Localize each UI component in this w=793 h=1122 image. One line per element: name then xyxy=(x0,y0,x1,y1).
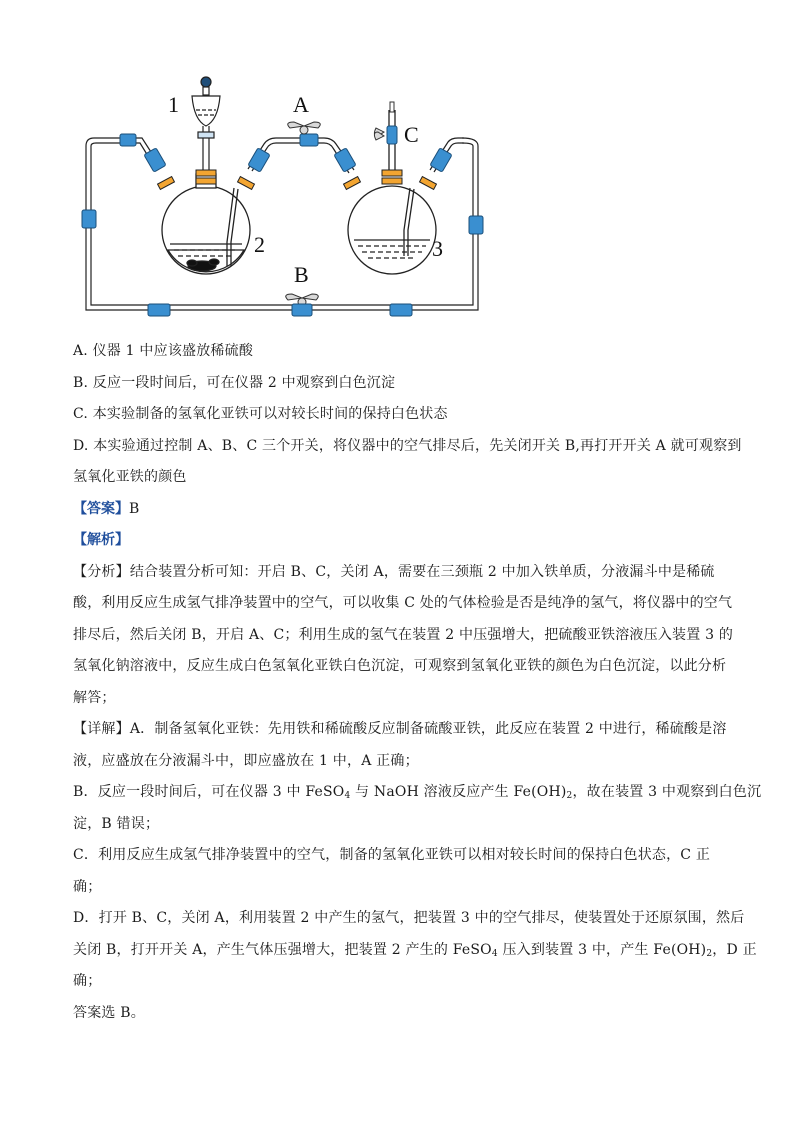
label-valve-a: A xyxy=(293,92,309,117)
xiangjie-d-line-3: 确； xyxy=(73,973,102,989)
fenxi-tag: 【分析】 xyxy=(73,563,130,580)
fenxi-line-1 xyxy=(73,557,723,589)
option-d: D. 本实验通过控制 A、B、C 三个开关，将仪器中的空气排尽后，先关闭开关 B,再打开开关 A 就可观察到 xyxy=(73,437,742,454)
fenxi-line-2: 酸，利用反应生成氢气排净装置中的空气，可以收集 C 处的气体检验是否是纯净的氢气，将仪器中的空气 xyxy=(73,595,733,611)
label-flask-2: 2 xyxy=(254,232,265,257)
xiangjie-a-line-2: 液，应盛放在分液漏斗中，即应盛放在 1 中，A 正确； xyxy=(73,752,419,769)
xiangjie-b-line-2: 淀，B 错误； xyxy=(73,815,160,832)
xiangjie-d-line-2 xyxy=(73,935,757,967)
answer-line xyxy=(73,494,723,526)
xiangjie-d-part-2: 压入到装置 3 中，产生 Fe(OH) xyxy=(497,941,707,958)
valve-a-clamp xyxy=(288,122,321,134)
option-b: B. 反应一段时间后，可在仪器 2 中观察到白色沉淀 xyxy=(73,374,396,391)
option-d-continued: 氢氧化亚铁的颜色 xyxy=(73,469,187,485)
label-flask-3: 3 xyxy=(432,236,443,261)
label-funnel-1: 1 xyxy=(168,92,179,117)
xiangjie-b-line-1 xyxy=(73,777,762,809)
fenxi-line-5: 解答； xyxy=(73,689,116,706)
fenxi-text-1: 结合装置分析可知：开启 B、C，关闭 A，需要在三颈瓶 2 中加入铁单质，分液漏斗中是稀硫 xyxy=(129,563,715,580)
xiangjie-d-part-3: ，D 正 xyxy=(712,941,757,958)
xiangjie-a-line-1 xyxy=(73,714,727,746)
xiangjie-b-part-3: ，故在装置 3 中观察到白色沉 xyxy=(572,784,762,800)
xiangjie-d-sub-2: 2 xyxy=(706,948,713,959)
analysis-heading xyxy=(73,525,723,557)
apparatus-diagram xyxy=(72,70,502,320)
analysis-tag: 【解析】 xyxy=(73,532,129,548)
xiangjie-b-sub-2: 2 xyxy=(566,791,573,801)
xiangjie-tag: 【详解】 xyxy=(73,721,130,737)
xiangjie-d-part-1: 关闭 B，打开开关 A，产生气体压强增大，把装置 2 产生的 FeSO xyxy=(73,941,492,958)
xiangjie-a-text-1: A．制备氢氧化亚铁：先用铁和稀硫酸反应制备硫酸亚铁，此反应在装置 2 中进行，稀硫酸是溶 xyxy=(129,721,727,737)
xiangjie-c-line-1: C．利用反应生成氢气排净装置中的空气，制备的氢氧化亚铁可以相对较长时间的保持白色状态，C 正 xyxy=(73,847,711,863)
flask-left xyxy=(162,174,250,274)
conclusion: 答案选 B。 xyxy=(73,1004,145,1021)
option-c: C. 本实验制备的氢氧化亚铁可以对较长时间的保持白色状态 xyxy=(73,406,448,422)
answer-value: B xyxy=(129,500,140,517)
answer-tag: 【答案】 xyxy=(73,500,129,517)
question-content xyxy=(73,336,762,1029)
option-a: A. 仪器 1 中应该盛放稀硫酸 xyxy=(73,343,254,359)
xiangjie-b-part-2: 与 NaOH 溶液反应产生 Fe(OH) xyxy=(350,784,567,800)
xiangjie-c-line-2: 确； xyxy=(73,878,102,895)
xiangjie-d-sub-1: 4 xyxy=(491,948,498,959)
separatory-funnel xyxy=(192,77,220,170)
fenxi-line-4: 氢氧化钠溶液中，反应生成白色氢氧化亚铁白色沉淀，可观察到氢氧化亚铁的颜色为白色沉淀，以此分析 xyxy=(73,658,727,674)
label-valve-b: B xyxy=(294,262,309,287)
xiangjie-b-sub-1: 4 xyxy=(344,791,351,801)
xiangjie-d-line-1: D．打开 B、C，关闭 A，利用装置 2 中产生的氢气，把装置 3 中的空气排尽，使装置处于还原氛围，然后 xyxy=(73,910,745,926)
label-valve-c: C xyxy=(404,122,419,147)
xiangjie-b-part-1: B．反应一段时间后，可在仪器 3 中 FeSO xyxy=(73,784,345,800)
fenxi-line-3: 排尽后，然后关闭 B，开启 A、C；利用生成的氢气在装置 2 中压强增大，把硫酸亚铁溶液压入装置 3 的 xyxy=(73,626,734,643)
